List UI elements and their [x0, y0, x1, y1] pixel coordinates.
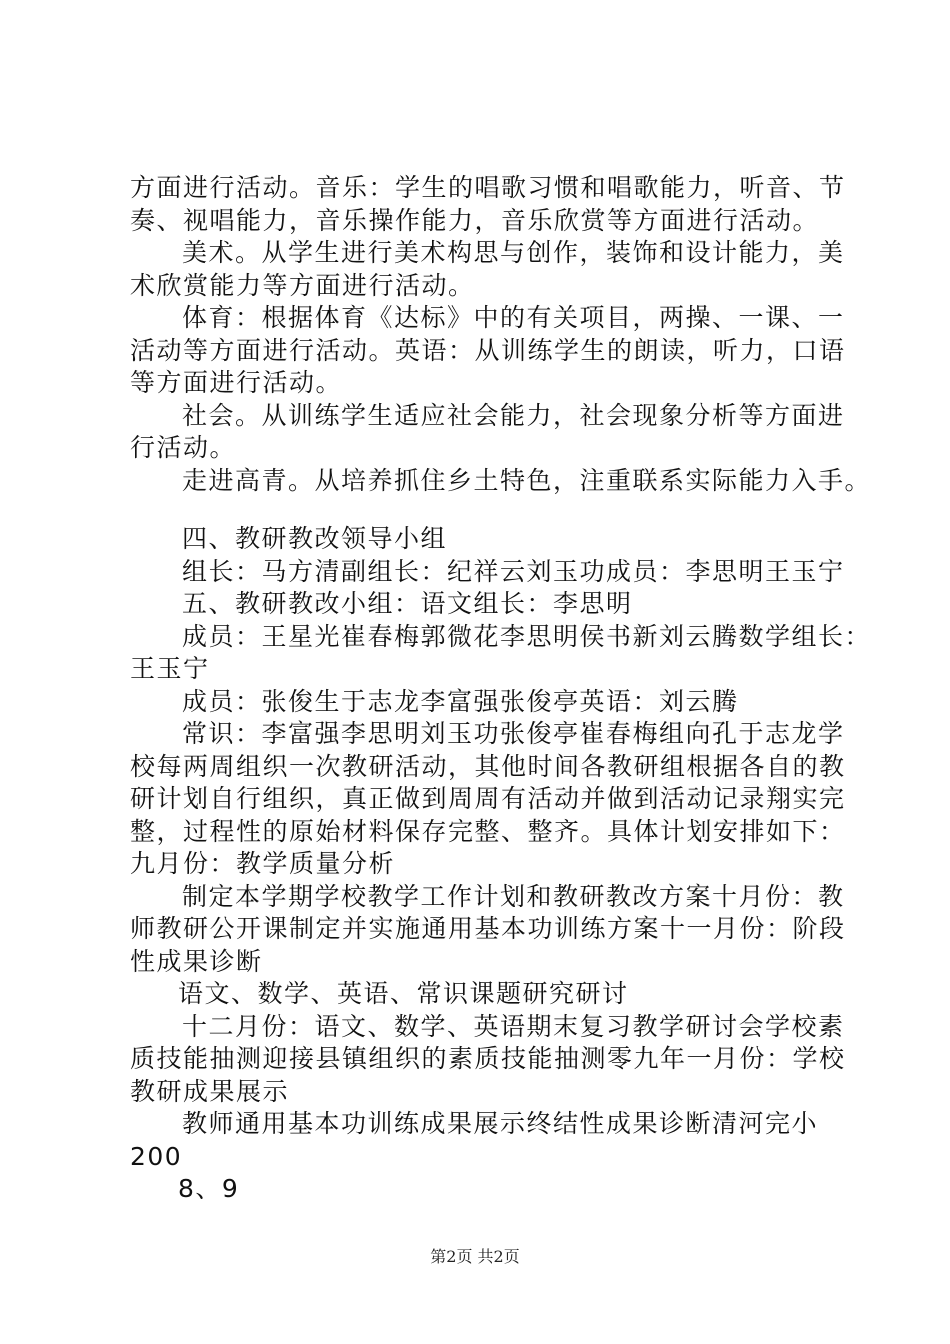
text-line: 美术。从学生进行美术构思与创作，装饰和设计能力，美 [182, 238, 845, 267]
text-line: 九月份：教学质量分析 [130, 849, 396, 878]
text-line: 质技能抽测迎接县镇组织的素质技能抽测零九年一月份：学校 [130, 1044, 846, 1073]
text-line: 语文、数学、英语、常识课题研究研讨 [178, 979, 629, 1008]
text-line: 校每两周组织一次教研活动，其他时间各教研组根据各自的教 [130, 751, 846, 781]
text-line: 奏、视唱能力，音乐操作能力，音乐欣赏等方面进行活动。 [130, 205, 820, 235]
text-line: 组长：马方清副组长：纪祥云刘玉功成员：李思明王玉宁 [182, 556, 845, 586]
text-line: 社会。从训练学生适应社会能力，社会现象分析等方面进 [182, 400, 845, 430]
text-line: 体育：根据体育《达标》中的有关项目，两操、一课、一 [182, 303, 845, 332]
text-line: 十二月份：语文、数学、英语期末复习教学研讨会学校素 [182, 1011, 845, 1041]
text-line: 性成果诊断 [130, 946, 263, 976]
text-line: 等方面进行活动。 [130, 368, 343, 397]
section-heading: 四、教研教改领导小组 [182, 524, 448, 553]
document-body [130, 172, 872, 1206]
text-line: 8、9 [178, 1174, 240, 1203]
section-heading: 五、教研教改小组：语文组长：李思明 [182, 589, 633, 618]
text-line: 研计划自行组织，真正做到周周有活动并做到活动记录翔实完 [130, 784, 846, 813]
text-line: 术欣赏能力等方面进行活动。 [130, 270, 475, 300]
paragraph-gap [130, 497, 834, 523]
text-line: 行活动。 [130, 433, 237, 462]
text-line: 活动等方面进行活动。英语：从训练学生的朗读，听力，口语 [130, 335, 846, 365]
text-line: 王玉宁 [130, 654, 210, 683]
text-line: 方面进行活动。音乐：学生的唱歌习惯和唱歌能力，听音、节 [130, 173, 846, 202]
text-line: 成员：张俊生于志龙李富强张俊亭英语：刘云腾 [182, 686, 739, 716]
text-line: 教研成果展示 [130, 1076, 290, 1106]
text-line: 整，过程性的原始材料保存完整、整齐。具体计划安排如下： [130, 816, 846, 846]
page-footer: 第2页 共2页 [430, 1247, 520, 1266]
text-line: 200 [130, 1141, 183, 1171]
text-line: 师教研公开课制定并实施通用基本功训练方案十一月份：阶段 [130, 914, 846, 943]
text-line: 教师通用基本功训练成果展示终结性成果诊断清河完小 [182, 1109, 819, 1138]
text-line: 制定本学期学校教学工作计划和教研教改方案十月份：教 [182, 881, 845, 911]
text-line: 成员：王星光崔春梅郭微花李思明侯书新刘云腾数学组长： [182, 621, 872, 651]
text-line: 常识：李富强李思明刘玉功张俊亭崔春梅组向孔于志龙学 [182, 719, 845, 748]
text-line: 走进高青。从培养抓住乡土特色，注重联系实际能力入手。 [182, 465, 872, 495]
